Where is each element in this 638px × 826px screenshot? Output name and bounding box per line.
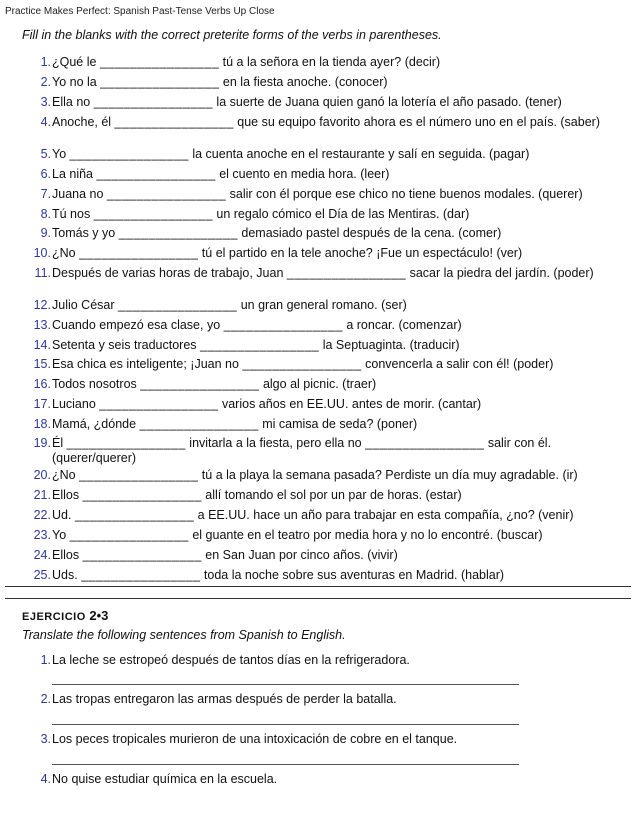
exercise-number: 16. xyxy=(33,377,51,391)
ejercicio-label: EJERCICIO xyxy=(22,611,86,623)
answer-blank[interactable]: ________________ xyxy=(82,488,202,502)
exercise-suffix: salir con él porque ese chico no tiene buenos modales. (querer) xyxy=(226,187,583,201)
exercise-item xyxy=(27,187,628,202)
answer-blank[interactable]: ________________ xyxy=(99,397,219,411)
exercise-prefix: Ella no xyxy=(52,95,94,109)
exercise-prefix: Ud. xyxy=(52,508,75,522)
translation-item xyxy=(27,653,628,668)
answer-line[interactable] xyxy=(52,724,519,725)
exercise-suffix: que su equipo favorito ahora es el número uno en el país. (saber) xyxy=(233,115,600,129)
answer-blank[interactable]: ________________ xyxy=(74,508,195,522)
exercise-suffix: el cuento en media hora. (leer) xyxy=(215,167,390,181)
exercise-number: 19. xyxy=(33,436,51,450)
exercise-text xyxy=(52,187,628,202)
answer-blank[interactable]: ________________ xyxy=(114,115,234,129)
exercise-item xyxy=(27,207,628,222)
answer-blank[interactable]: ________________ xyxy=(99,55,220,69)
exercise-number: 18. xyxy=(33,417,51,431)
exercise-text xyxy=(52,226,628,241)
exercise-text xyxy=(52,246,628,261)
translation-sentence: Las tropas entregaron las armas después de perder la batalla. xyxy=(52,692,397,706)
exercise-number: 8. xyxy=(40,207,51,221)
exercise-item xyxy=(27,568,628,583)
exercise-number: 7. xyxy=(40,187,51,201)
answer-blank[interactable]: ________________ xyxy=(286,266,407,280)
exercise-number: 10. xyxy=(33,246,51,260)
exercise-item xyxy=(27,397,628,412)
exercise-item xyxy=(27,377,628,392)
exercise-suffix: salir con él. (querer/querer) xyxy=(52,436,552,465)
exercise-text xyxy=(52,115,628,130)
exercise-prefix: Después de varias horas de trabajo, Juan xyxy=(52,266,287,280)
exercise-prefix: ¿No xyxy=(52,468,80,482)
exercise-item xyxy=(27,167,628,182)
exercise-suffix: tú el partido en la tele anoche? ¡Fue un espectáculo! (ver) xyxy=(198,246,523,260)
answer-blank[interactable]: ________________ xyxy=(200,338,320,352)
exercise-prefix: Juana no xyxy=(52,187,107,201)
answer-blank[interactable]: ________________ xyxy=(66,436,186,450)
exercise-text xyxy=(52,147,628,162)
exercise-number: 9. xyxy=(40,226,51,240)
exercise-prefix: ¿Qué le xyxy=(52,55,100,69)
answer-blank[interactable]: ________________ xyxy=(118,226,238,240)
exercise-number: 21. xyxy=(33,488,51,502)
answer-blank[interactable]: ________________ xyxy=(79,468,199,482)
exercise-text xyxy=(52,75,628,90)
exercise-text xyxy=(52,548,628,563)
answer-blank[interactable]: ________________ xyxy=(139,417,259,431)
answer-blank[interactable]: ________________ xyxy=(96,167,216,181)
translation-sentence: Los peces tropicales murieron de una intoxicación de cobre en el tanque. xyxy=(52,732,458,746)
exercise-number: 25. xyxy=(33,568,51,582)
exercise-prefix: Yo xyxy=(52,147,70,161)
exercise-text xyxy=(52,436,628,466)
answer-blank[interactable]: ________________ xyxy=(118,298,238,312)
exercise-prefix: Julio César xyxy=(52,298,118,312)
exercise-item xyxy=(27,488,628,503)
exercise-item xyxy=(27,147,628,162)
exercise-suffix: algo al picnic. (traer) xyxy=(259,377,377,391)
exercise-suffix: un regalo cómico el Día de las Mentiras. (dar) xyxy=(212,207,470,221)
page-header: Practice Makes Perfect: Spanish Past-Tense Verbs Up Close xyxy=(5,6,275,17)
translation-number: 1. xyxy=(40,653,51,667)
translation-number: 4. xyxy=(40,772,51,786)
exercise-item xyxy=(27,246,628,261)
answer-blank[interactable]: ________________ xyxy=(242,357,362,371)
exercise-prefix: Tú nos xyxy=(52,207,94,221)
exercise-prefix: Ellos xyxy=(52,488,83,502)
exercise-suffix: la suerte de Juana quien ganó la lotería el año pasado. (tener) xyxy=(212,95,562,109)
exercise-instructions: Fill in the blanks with the correct preterite forms of the verbs in parentheses. xyxy=(22,28,442,42)
translation-sentence: La leche se estropeó después de tantos días en la refrigeradora. xyxy=(52,653,410,667)
exercise-number: 12. xyxy=(33,298,51,312)
answer-blank[interactable]: ________________ xyxy=(100,75,220,89)
translation-instructions: Translate the following sentences from Spanish to English. xyxy=(22,628,346,642)
exercise-item xyxy=(27,298,628,313)
exercise-number: 22. xyxy=(33,508,51,522)
exercise-number: 13. xyxy=(33,318,51,332)
exercise-text xyxy=(52,318,628,333)
exercise-item xyxy=(27,528,628,543)
exercise-middle: invitarla a la fiesta, pero ella no xyxy=(185,436,366,450)
answer-blank[interactable]: ________________ xyxy=(106,187,227,201)
exercise-suffix: convencerla a salir con él! (poder) xyxy=(361,357,554,371)
answer-blank[interactable]: ________________ xyxy=(79,246,199,260)
exercise-number: 17. xyxy=(33,397,51,411)
exercise-prefix: Él xyxy=(52,436,67,450)
exercise-prefix: Uds. xyxy=(52,568,82,582)
divider-bottom xyxy=(5,598,631,599)
exercise-item xyxy=(27,95,628,110)
answer-blank[interactable]: ________________ xyxy=(81,568,201,582)
exercise-suffix: la cuenta anoche en el restaurante y salí en seguida. (pagar) xyxy=(188,147,530,161)
exercise-suffix: varios años en EE.UU. antes de morir. (cantar) xyxy=(218,397,482,411)
exercise-suffix: en la fiesta anoche. (conocer) xyxy=(219,75,388,89)
translation-number: 3. xyxy=(40,732,51,746)
answer-blank[interactable]: ________________ xyxy=(69,528,189,542)
exercise-item xyxy=(27,508,628,523)
exercise-text xyxy=(52,568,628,583)
exercise-number: 11. xyxy=(34,266,51,280)
exercise-item xyxy=(27,266,628,281)
exercise-text xyxy=(52,397,628,412)
exercise-prefix: Mamá, ¿dónde xyxy=(52,417,140,431)
exercise-prefix: Tomás y yo xyxy=(52,226,119,240)
exercise-number: 4. xyxy=(40,115,51,129)
exercise-number: 1. xyxy=(40,55,51,69)
exercise-text xyxy=(52,207,628,222)
exercise-prefix: Yo xyxy=(52,528,70,542)
exercise-item xyxy=(27,55,628,70)
exercise-item xyxy=(27,357,628,372)
answer-blank[interactable]: ________________ xyxy=(140,377,260,391)
exercise-number: 15. xyxy=(33,357,51,371)
exercise-prefix: Ellos xyxy=(52,548,83,562)
exercise-item xyxy=(27,468,628,483)
exercise-suffix: en San Juan por cinco años. (vivir) xyxy=(201,548,398,562)
exercise-number: 6. xyxy=(40,167,51,181)
answer-blank[interactable]: ________________ xyxy=(223,318,343,332)
translation-item xyxy=(27,692,628,707)
exercise-text xyxy=(52,95,628,110)
exercise-item xyxy=(27,338,628,353)
exercise-item xyxy=(27,75,628,90)
answer-line[interactable] xyxy=(52,764,519,765)
exercise-number: 14. xyxy=(33,338,51,352)
exercise-prefix: Anoche, él xyxy=(52,115,115,129)
exercise-item xyxy=(27,115,628,130)
answer-blank[interactable]: ________________ xyxy=(93,207,213,221)
exercise-suffix: un gran general romano. (ser) xyxy=(237,298,407,312)
ejercicio-heading xyxy=(22,608,108,623)
exercise-number: 3. xyxy=(40,95,51,109)
exercise-text xyxy=(52,528,628,543)
translation-number: 2. xyxy=(40,692,51,706)
exercise-suffix: toda la noche sobre sus aventuras en Madrid. (hablar) xyxy=(200,568,505,582)
exercise-suffix: demasiado pastel después de la cena. (comer) xyxy=(237,226,502,240)
exercise-prefix: Yo no la xyxy=(52,75,101,89)
exercise-suffix: sacar la piedra del jardín. (poder) xyxy=(406,266,594,280)
exercise-text xyxy=(52,468,628,483)
exercise-number: 5. xyxy=(40,147,51,161)
exercise-suffix: a roncar. (comenzar) xyxy=(342,318,462,332)
exercise-suffix: mi camisa de seda? (poner) xyxy=(258,417,418,431)
exercise-prefix: Todos nosotros xyxy=(52,377,141,391)
exercise-suffix: el guante en el teatro por media hora y no lo encontré. (buscar) xyxy=(188,528,543,542)
exercise-item xyxy=(27,548,628,563)
exercise-text xyxy=(52,357,628,372)
exercise-text xyxy=(52,266,628,281)
exercise-text xyxy=(52,338,628,353)
exercise-prefix: La niña xyxy=(52,167,97,181)
answer-line[interactable] xyxy=(52,684,519,685)
exercise-suffix: a EE.UU. hace un año para trabajar en esta compañía, ¿no? (venir) xyxy=(194,508,574,522)
exercise-text xyxy=(52,508,628,523)
translation-item xyxy=(27,772,628,787)
exercise-text xyxy=(52,298,628,313)
exercise-suffix: la Septuaginta. (traducir) xyxy=(319,338,460,352)
exercise-text xyxy=(52,55,628,70)
exercise-suffix: allí tomando el sol por un par de horas. (estar) xyxy=(201,488,462,502)
exercise-number: 2. xyxy=(40,75,51,89)
exercise-prefix: ¿No xyxy=(52,246,80,260)
exercise-number: 23. xyxy=(33,528,51,542)
exercise-suffix: tú a la playa la semana pasada? Perdiste un día muy agradable. (ir) xyxy=(198,468,578,482)
exercise-item xyxy=(27,226,628,241)
translation-item xyxy=(27,732,628,747)
exercise-text xyxy=(52,167,628,182)
divider-top xyxy=(5,586,631,587)
answer-blank[interactable]: ________________ xyxy=(82,548,202,562)
exercise-text xyxy=(52,377,628,392)
exercise-number: 20. xyxy=(33,468,51,482)
exercise-prefix: Esa chica es inteligente; ¡Juan no xyxy=(52,357,243,371)
answer-blank[interactable]: ________________ xyxy=(93,95,213,109)
exercise-text xyxy=(52,488,628,503)
exercise-prefix: Setenta y seis traductores xyxy=(52,338,200,352)
exercise-item xyxy=(27,318,628,333)
exercise-item xyxy=(27,417,628,432)
answer-blank[interactable]: ________________ xyxy=(365,436,485,450)
ejercicio-number: 2•3 xyxy=(89,608,109,623)
answer-blank[interactable]: ________________ xyxy=(69,147,189,161)
exercise-item xyxy=(27,436,628,466)
exercise-suffix: tú a la señora en la tienda ayer? (decir) xyxy=(219,55,441,69)
exercise-prefix: Cuando empezó esa clase, yo xyxy=(52,318,224,332)
exercise-prefix: Luciano xyxy=(52,397,100,411)
exercise-number: 24. xyxy=(33,548,51,562)
translation-sentence: No quise estudiar química en la escuela. xyxy=(52,772,278,786)
exercise-text xyxy=(52,417,628,432)
